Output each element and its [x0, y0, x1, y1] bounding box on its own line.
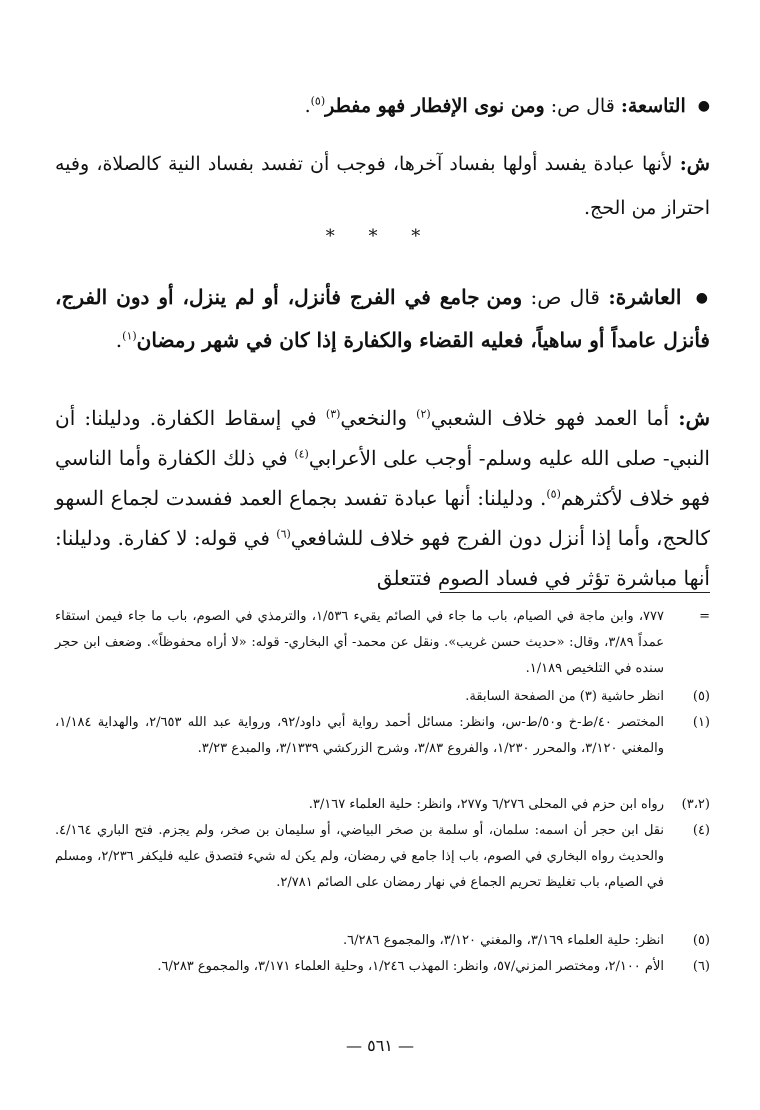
issue-statement: ومن جامع في الفرج فأنزل، أو لم ينزل، أو دون الفرج، فأنزل عامداً أو ساهياً، فعليه القضاء والكفارة إذا كان في شهر رمضان	[55, 285, 710, 352]
footnote-text: المختصر ٤٠/ط-خ و٥٠/ط-س، وانظر: مسائل أحمد رواية أبي داود/٩٢، ورواية عبد الله ٢/٦٥٣، والهداية ١/١٨٤، والمغني ٣/١٢٠، والمحرر ١/٢٣٠، والفروع ٣/٨٣، وشرح الزركشي ٣/١٣٣٩، والمبدع ٣/٢٣.	[55, 715, 665, 756]
issue-statement: ومن نوى الإفطار فهو مفطر	[325, 95, 545, 117]
commentary-label: ش:	[678, 406, 711, 430]
footnote-number: (٤)	[692, 823, 710, 838]
footnote-number: (١)	[692, 715, 710, 730]
section-separator: * * *	[325, 226, 435, 247]
bullet-icon: ●	[695, 290, 711, 306]
issue-label: التاسعة:	[620, 95, 686, 117]
footnote-number: (٥)	[692, 933, 710, 948]
footnote-text: الأم ٢/١٠٠، ومختصر المزني/٥٧، وانظر: المهذب ١/٢٤٦، وحلية العلماء ٣/١٧١، والمجموع ٦/٢٨٣.	[157, 959, 664, 974]
footnote	[55, 818, 710, 896]
footnote-text: انظر: حلية العلماء ٣/١٦٩، والمغني ٣/١٢٠، والمجموع ٦/٢٨٦.	[343, 933, 664, 948]
footnote-ref: (١)	[122, 329, 137, 343]
commentary-text: لأنها عبادة يفسد أولها بفساد آخرها، فوجب أن تفسد بفساد النية كالصلاة، وفيه احتراز من الحج.	[55, 153, 710, 219]
issue-intro: قال ص:	[530, 285, 600, 309]
footnote-text: رواه ابن حزم في المحلى ٦/٢٧٦ و٢٧٧، وانظر: حلية العلماء ٣/١٦٧.	[308, 797, 664, 812]
page-number: — ٥٦١ —	[346, 1036, 414, 1055]
footnote-ref: (٢)	[416, 407, 431, 421]
issue-label: العاشرة:	[608, 285, 682, 309]
footnote	[55, 684, 710, 710]
footnote-text: انظر حاشية (٣) من الصفحة السابقة.	[465, 689, 664, 704]
footnote-text: نقل ابن حجر أن اسمه: سلمان، أو سلمة بن صخر البياضي، أو سليمان بن صخر، ولم يجزم. فتح الباري ٤/١٦٤. والحديث رواه البخاري في الصوم، باب إذا جامع في رمضان، ولم يكن له شيء فتصدق عليه فليكفر ٢/٢٣٦، ومسلم في الصيام، باب تغليظ تحريم الجماع في نهار رمضان على الصائم ٢/٧٨١.	[55, 823, 665, 890]
footnote	[55, 710, 710, 762]
issue-tenth: ● العاشرة: قال ص: ومن جامع في الفرج فأنزل، أو لم ينزل، أو دون الفرج، فأنزل عامداً أو ساهياً، فعليه القضاء والكفارة إذا كان في شهر رمضان$^{(١)}$.	[55, 285, 711, 352]
commentary-ninth	[55, 142, 710, 230]
footnote-ref: (٤)	[294, 447, 309, 461]
footnote-number: (٥)	[692, 689, 710, 704]
commentary-tenth: ش: أما العمد فهو خلاف الشعبي$^{(٢)}$ والنخعي$^{(٣)}$ في إسقاط الكفارة. ودليلنا: أن النبي- صلى الله عليه وسلم- أوجب على الأعرابي$^{(٤)}$ في ذلك الكفارة وأما الناسي فهو خلاف لأكثرهم$^{(٥)}$. ودليلنا: أنها عبادة تفسد بجماع العمد ففسدت لجماع السهو كالحج، وأما إذا أنزل دون الفرج فهو خلاف للشافعي$^{(٦)}$ في قوله: لا كفارة. ودليلنا: أنها مباشرة تؤثر في فساد الصوم فتتعلق	[54, 406, 711, 590]
footnote	[55, 954, 710, 980]
footnote-ref: (٥)	[310, 94, 326, 108]
bullet-icon: ●	[697, 98, 710, 114]
footnote-ref: (٥)	[546, 487, 561, 501]
footnote-number: =	[699, 609, 710, 624]
footnote-divider	[440, 592, 710, 593]
footnote-ref: (٣)	[325, 407, 341, 421]
footnote	[55, 792, 710, 818]
footnote-text: ٧٧٧، وابن ماجة في الصيام، باب ما جاء في الصائم يقيء ١/٥٣٦، والترمذي في الصوم، باب ما جاء فيمن استقاء عمداً ٣/٨٩، وقال: «حديث حسن غريب». ونقل عن محمد- أي البخاري- قوله: «لا أراه محفوظاً». وضعف ابن حجر سنده في التلخيص ١/١٨٩.	[55, 609, 664, 676]
issue-ninth: ● التاسعة: قال ص: ومن نوى الإفطار فهو مفطر$^{(٥)}$.	[304, 94, 710, 117]
footnote-number: (٦)	[692, 959, 710, 974]
footnote-ref: (٦)	[276, 527, 291, 541]
commentary-label: ش:	[679, 153, 710, 175]
footnote-number: (٣،٢)	[681, 797, 710, 812]
footnote	[55, 928, 710, 954]
issue-intro: قال ص:	[550, 95, 615, 117]
footnote	[55, 604, 710, 682]
